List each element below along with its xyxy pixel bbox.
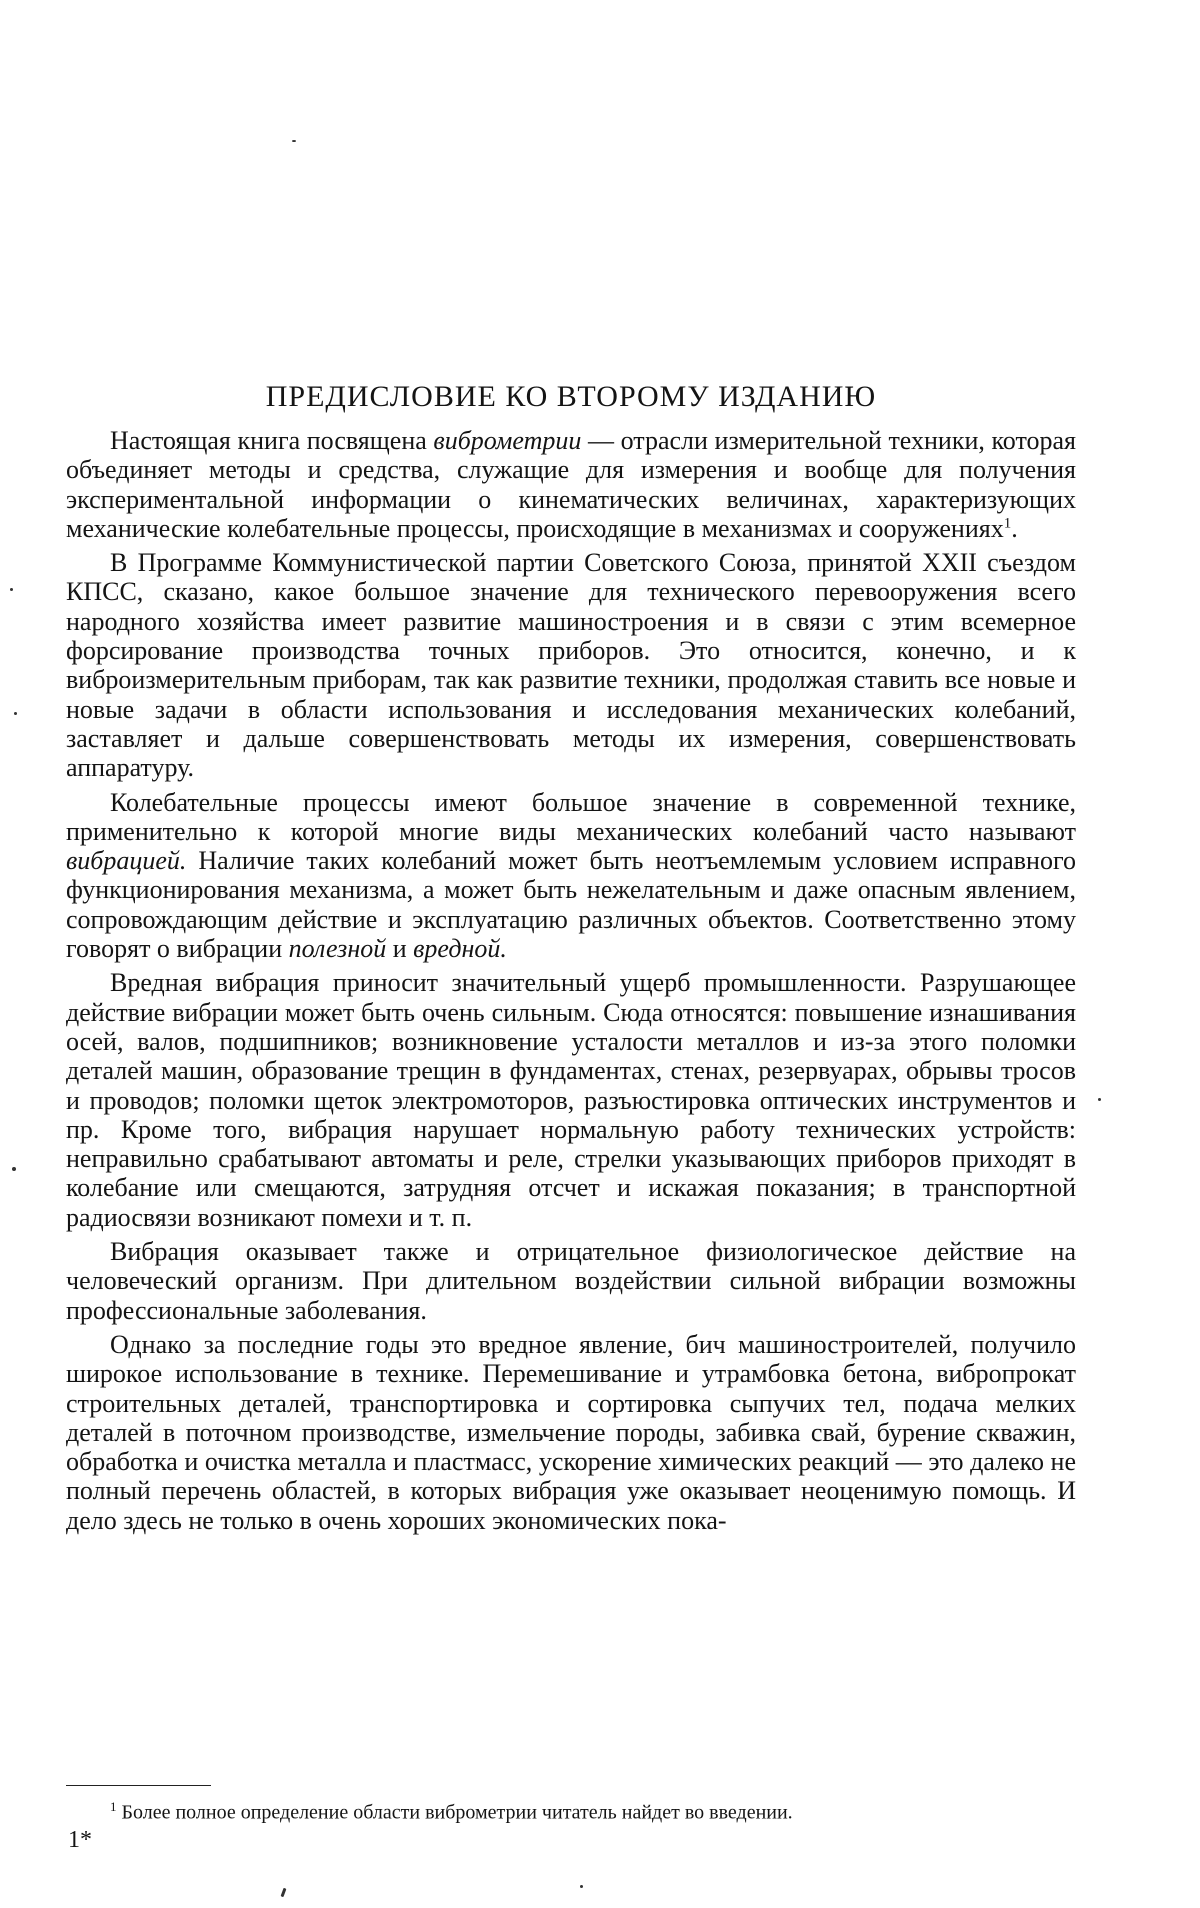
paragraph-1	[66, 426, 1076, 543]
footnote-text: Более полное определение области виброметрии читатель найдет во введении.	[121, 1801, 793, 1824]
footnote	[110, 1795, 1070, 1825]
paragraph-3-text-c: и	[386, 934, 414, 964]
scan-speck	[580, 1885, 583, 1888]
paragraph-1-text-c: .	[1011, 513, 1018, 543]
scan-speck	[1098, 1098, 1101, 1101]
term-vibrometry: виброметрии	[433, 426, 582, 455]
paragraph-3-text-a: Колебательные процессы имеют большое значение в современной технике, применительно к которой многие виды механических колебаний часто называют	[66, 787, 1076, 846]
signature-mark: 1*	[68, 1827, 92, 1853]
scan-speck	[281, 1888, 287, 1897]
footnote-mark: 1	[110, 1799, 117, 1814]
footnote-divider	[66, 1785, 211, 1786]
scan-speck	[14, 712, 17, 715]
main-text	[66, 426, 1076, 1540]
paragraph-4: Вредная вибрация приносит значительный ущерб промышленности. Разрушающее действие вибрации может быть очень сильным. Сюда относятся: повышение изнашивания осей, валов, подшипников; возникновение усталости металлов и из-за этого поломки деталей машин, образование трещин в фундаментах, стенах, резервуарах, обрывы тросов и проводов; поломки щеток электромоторов, разъюстировка оптических инструментов и пр. Кроме того, вибрация нарушает нормальную работу технических устройств: неправильно срабатывают автоматы и реле, стрелки указывающих приборов приходят в колебание или смещаются, затрудняя отсчет и искажая показания; в транспортной радиосвязи возникают помехи и т. п.	[66, 968, 1076, 1232]
term-useful: полезной	[288, 934, 387, 964]
page-title: ПРЕДИСЛОВИЕ КО ВТОРОМУ ИЗДАНИЮ	[265, 380, 877, 413]
term-harmful: вредной.	[413, 934, 507, 964]
paragraph-3	[66, 788, 1076, 964]
scan-speck	[292, 140, 296, 142]
paragraph-5: Вибрация оказывает также и отрицательное физиологическое действие на человеческий организм. При длительном воздействии сильной вибрации возможны профессиональные заболевания.	[66, 1237, 1076, 1325]
paragraph-3-text-b: Наличие таких колебаний может быть неотъемлемым условием исправного функционирования механизма, а может быть нежелательным и даже опасным явлением, сопровождающим действие и эксплуатацию различных объектов. Соответственно этому говорят о вибрации	[66, 846, 1076, 964]
paragraph-1-text-a: Настоящая книга посвящена	[110, 426, 434, 455]
scan-speck	[10, 588, 13, 591]
footnote-reference: 1	[1003, 515, 1012, 532]
term-vibration: вибрацией.	[66, 846, 187, 876]
paragraph-6: Однако за последние годы это вредное явление, бич машиностроителей, получило широкое использование в технике. Перемешивание и утрамбовка бетона, вибропрокат строительных деталей, транспортировка и сортировка сыпучих тел, подача мелких деталей в поточном производстве, измельчение породы, забивка свай, бурение скважин, обработка и очистка металла и пластмасс, ускорение химических реакций — это далеко не полный перечень областей, в которых вибрация уже оказывает неоценимую помощь. И дело здесь не только в очень хороших экономических пока-	[66, 1329, 1076, 1535]
paragraph-2: В Программе Коммунистической партии Советского Союза, принятой XXII съездом КПСС, сказано, какое большое значение для технического перевооружения всего народного хозяйства имеет развитие машиностроения и в связи с этим всемерное форсирование производства точных приборов. Это относится, конечно, и к виброизмерительным приборам, так как развитие техники, продолжая ставить все новые и новые задачи в области использования и исследования механических колебаний, заставляет и дальше совершенствовать методы их измерения, совершенствовать аппаратуру.	[66, 548, 1076, 783]
scan-speck	[12, 1167, 16, 1171]
paragraph-1-text-b: — отрасли измерительной техники, которая объединяет методы и средства, служащие для измерения и вообще для получения экспериментальной информации о кинематических величинах, характеризующих механические колебательные процессы, происходящие в механизмах и сооружениях	[66, 426, 1076, 543]
